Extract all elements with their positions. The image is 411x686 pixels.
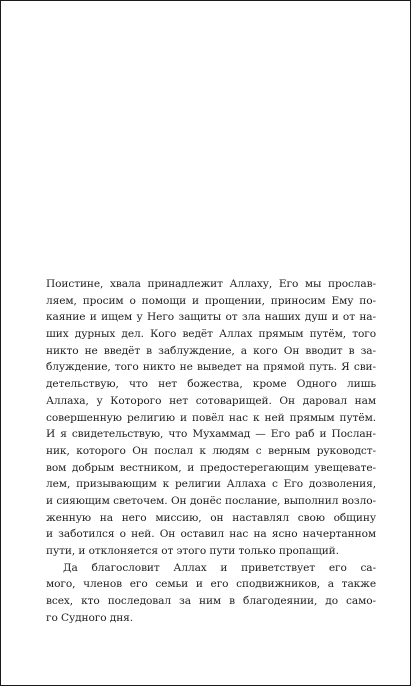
text-line: лем, призывающим к религии Аллаха с Его дозволения,: [46, 478, 376, 491]
text-line: и заботился о ней. Он оставил нас на ясно начертанном: [46, 528, 376, 541]
text-line: Поистине, хвала принадлежит Аллаху, Его мы прослав-: [46, 278, 376, 290]
text-line: блуждение, того никто не выведет на прямой путь. Я сви-: [46, 361, 376, 374]
text-line: Аллаха, у Которого нет сотоварищей. Он даровал нам: [46, 394, 376, 407]
text-line: Да благословит Аллах и приветствует его са-: [63, 561, 376, 574]
text-line: пути, и отклоняется от этого пути только пропащий.: [46, 545, 339, 557]
text-line: совершенную религию и повёл нас к ней прямым путём.: [46, 411, 376, 424]
text-line: вом добрым вестником, и предостерегающим увещевате-: [46, 461, 376, 474]
body-text: [46, 276, 376, 626]
text-line: И я свидетельствую, что Мухаммад — Его раб и Послан-: [46, 428, 376, 441]
text-line: никто не введёт в заблуждение, а кого Он вводит в за-: [46, 344, 376, 357]
paragraph-blessing: [46, 560, 376, 627]
text-line: ляем, просим о помощи и прощении, приносим Ему по-: [46, 294, 376, 307]
text-line: го Судного дня.: [46, 611, 134, 624]
text-line: женную на него миссию, он наставлял свою общину: [46, 511, 376, 524]
text-line: всех, кто последовал за ним в благодеянии, до само-: [46, 595, 376, 608]
text-line: и сияющим светочем. Он донёс послание, выполнил возло-: [46, 494, 376, 507]
text-line: ших дурных дел. Кого ведёт Аллах прямым путём, того: [46, 328, 376, 341]
text-line: детельствую, что нет божества, кроме Одного лишь: [46, 378, 376, 391]
text-line: каяние и ищем у Него защиты от зла наших душ и от на-: [46, 311, 376, 324]
text-line: мого, членов его семьи и его сподвижников, а также: [46, 578, 376, 591]
paragraph-praise: [46, 276, 376, 560]
text-line: ник, которого Он послал к людям с верным руководст-: [46, 444, 376, 457]
